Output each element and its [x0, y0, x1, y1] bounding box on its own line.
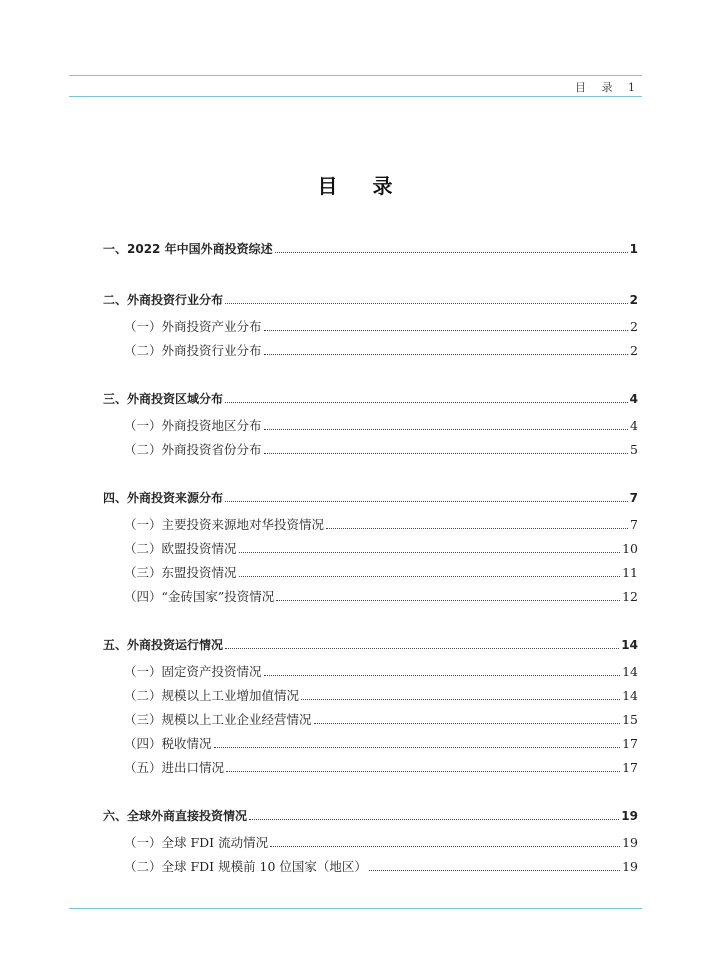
toc-entry-title: （四）“金砖国家”投资情况 [124, 589, 275, 604]
toc-subsection-entry[interactable] [103, 684, 638, 708]
toc-entry-title: 三、外商投资区域分布 [103, 392, 224, 406]
toc-chapter-entry[interactable] [103, 630, 638, 660]
dot-leader [369, 869, 620, 871]
toc-page-number: 4 [629, 392, 638, 406]
dot-leader [264, 452, 629, 454]
toc-page-number: 14 [621, 638, 638, 652]
toc-section [103, 285, 638, 363]
dot-leader [326, 527, 628, 529]
dot-leader [276, 599, 620, 601]
dot-leader [275, 251, 628, 253]
toc-subsection-entry[interactable] [103, 438, 638, 462]
dot-leader [226, 770, 620, 772]
toc-subsection-entry[interactable] [103, 756, 638, 780]
toc-entry-title: （三）东盟投资情况 [124, 565, 237, 580]
toc-page-number: 7 [630, 517, 638, 532]
dot-leader [214, 746, 621, 748]
toc-entry-title: 四、外商投资来源分布 [103, 491, 224, 505]
toc-page-number: 14 [622, 664, 638, 679]
dot-leader [314, 722, 621, 724]
toc-entry-title: （一）主要投资来源地对华投资情况 [124, 517, 325, 532]
toc-section [103, 801, 638, 879]
footer-rule [69, 908, 642, 909]
toc-subsection-entry[interactable] [103, 561, 638, 585]
toc-page-number: 4 [630, 418, 638, 433]
toc-section [103, 483, 638, 609]
toc-section [103, 630, 638, 780]
toc-subsection-entry[interactable] [103, 660, 638, 684]
dot-leader [225, 302, 628, 304]
toc-subsection-entry[interactable] [103, 585, 638, 609]
toc-entry-title: 二、外商投资行业分布 [103, 293, 224, 307]
running-head: 目 录 1 [575, 81, 641, 94]
toc-entry-title: （二）外商投资行业分布 [124, 343, 262, 358]
toc-entry-title: 六、全球外商直接投资情况 [103, 809, 248, 823]
toc-page-number: 2 [630, 319, 638, 334]
dot-leader [225, 647, 619, 649]
toc-entry-title: 五、外商投资运行情况 [103, 638, 224, 652]
toc-page-number: 5 [630, 442, 638, 457]
toc-chapter-entry[interactable] [103, 801, 638, 831]
dot-leader [264, 329, 629, 331]
toc-page-number: 11 [622, 565, 638, 580]
dot-leader [270, 845, 620, 847]
page-title: 目 录 [317, 174, 407, 198]
toc-entry-title: （三）规模以上工业企业经营情况 [124, 712, 312, 727]
table-of-contents [103, 234, 638, 900]
toc-page-number: 17 [622, 760, 638, 775]
toc-page-number: 2 [629, 293, 638, 307]
toc-page-number: 1 [629, 242, 638, 256]
toc-page-number: 19 [621, 809, 638, 823]
toc-subsection-entry[interactable] [103, 708, 638, 732]
toc-section [103, 384, 638, 462]
toc-chapter-entry[interactable] [103, 483, 638, 513]
toc-subsection-entry[interactable] [103, 537, 638, 561]
dot-leader [301, 698, 620, 700]
toc-entry-title: （二）规模以上工业增加值情况 [124, 688, 300, 703]
toc-entry-title: （一）全球 FDI 流动情况 [124, 835, 269, 850]
toc-page-number: 10 [622, 541, 638, 556]
dot-leader [264, 674, 621, 676]
toc-page-number: 7 [629, 491, 638, 505]
toc-entry-title: （一）外商投资地区分布 [124, 418, 262, 433]
toc-entry-title: （二）全球 FDI 规模前 10 位国家（地区） [124, 859, 367, 874]
toc-entry-title: 一、2022 年中国外商投资综述 [103, 242, 273, 256]
header-rule-bottom [69, 96, 642, 97]
header-rule-top [69, 75, 642, 76]
toc-entry-title: （一）外商投资产业分布 [124, 319, 262, 334]
toc-page-number: 15 [622, 712, 638, 727]
toc-chapter-entry[interactable] [103, 234, 638, 264]
dot-leader [225, 500, 628, 502]
dot-leader [239, 575, 621, 577]
toc-subsection-entry[interactable] [103, 513, 638, 537]
toc-section [103, 234, 638, 264]
toc-entry-title: （五）进出口情况 [124, 760, 225, 775]
toc-entry-title: （一）固定资产投资情况 [124, 664, 262, 679]
toc-page-number: 14 [622, 688, 638, 703]
toc-subsection-entry[interactable] [103, 414, 638, 438]
dot-leader [249, 818, 619, 820]
toc-subsection-entry[interactable] [103, 855, 638, 879]
toc-entry-title: （二）欧盟投资情况 [124, 541, 237, 556]
toc-page-number: 19 [622, 859, 638, 874]
toc-page-number: 12 [622, 589, 638, 604]
toc-entry-title: （二）外商投资省份分布 [124, 442, 262, 457]
toc-subsection-entry[interactable] [103, 732, 638, 756]
dot-leader [239, 551, 621, 553]
toc-subsection-entry[interactable] [103, 831, 638, 855]
toc-subsection-entry[interactable] [103, 315, 638, 339]
toc-page-number: 2 [630, 343, 638, 358]
toc-page-number: 17 [622, 736, 638, 751]
toc-chapter-entry[interactable] [103, 285, 638, 315]
toc-entry-title: （四）税收情况 [124, 736, 212, 751]
dot-leader [264, 353, 629, 355]
toc-page-number: 19 [622, 835, 638, 850]
dot-leader [225, 401, 628, 403]
toc-chapter-entry[interactable] [103, 384, 638, 414]
dot-leader [264, 428, 629, 430]
toc-subsection-entry[interactable] [103, 339, 638, 363]
